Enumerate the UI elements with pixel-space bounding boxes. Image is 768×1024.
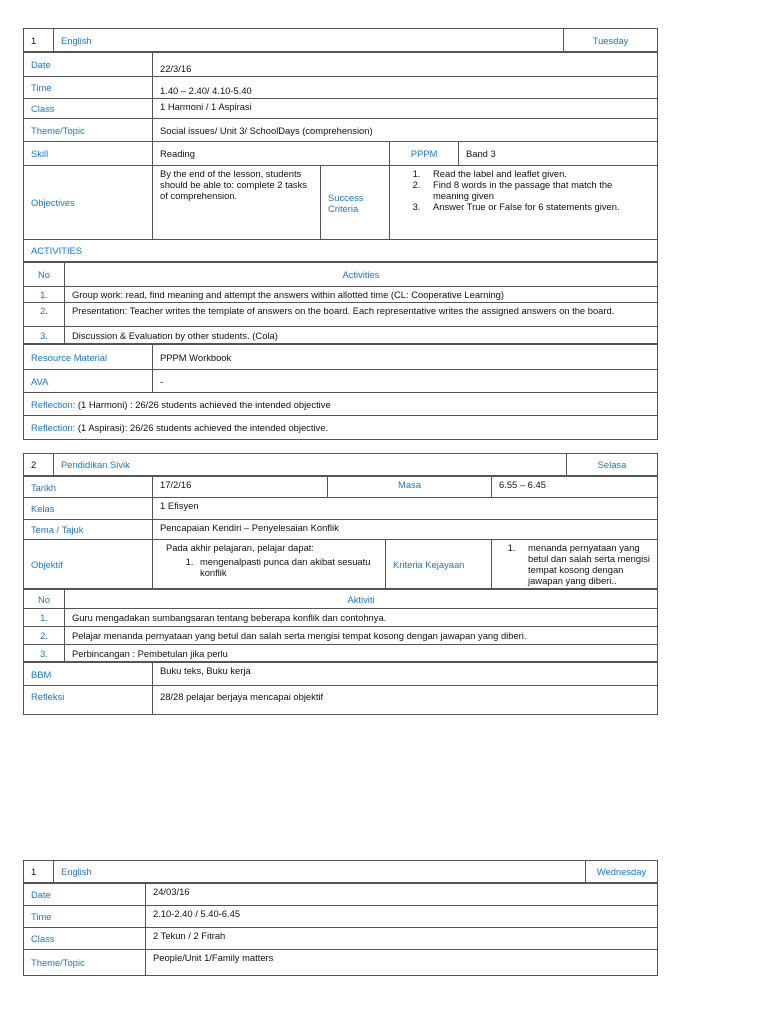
lesson-plan-3 [23,860,657,976]
objektif-intro: Pada akhir pelajaran, pelajar dapat: [166,542,315,553]
plan1-activities-title: ACTIVITIES [24,240,658,262]
plan1-pppm-value: Band 3 [459,142,658,166]
plan3-date-label: Date [24,884,146,906]
plan2-tarikh-value: 17/2/16 [153,477,328,498]
plan3-theme-label: Theme/Topic [24,950,146,976]
activity-no: 1. [24,287,65,303]
plan2-header-table [23,453,658,476]
plan2-bbm-label: BBM [24,663,153,686]
plan2-kelas-value: 1 Efisyen [153,498,658,520]
plan3-time-value: 2.10-2.40 / 5.40-6.45 [146,906,658,928]
plan1-theme-label: Theme/Topic [24,119,153,142]
criteria-item: 3. Answer True or False for 6 statements given. [423,201,650,212]
plan1-objectives-label: Objectives [24,166,153,240]
table-row [24,327,658,344]
plan1-theme-value: Social issues/ Unit 3/ SchoolDays (comprehension) [153,119,658,142]
plan2-tema-value: Pencapaian Kendiri – Penyelesaian Konflik [153,520,658,540]
plan2-no: 2 [24,454,54,476]
aktiviti-text: Perbincangan : Pembetulan jika perlu [65,645,658,662]
aktiviti-title-header: Aktiviti [65,590,658,609]
plan3-day: Wednesday [586,861,658,883]
plan2-refleksi-label: Refleksi [24,686,153,715]
criteria-item: 2. Find 8 words in the passage that match the meaning given [423,179,650,201]
aktiviti-no: 1. [24,609,65,627]
plan2-body-table [23,476,658,589]
plan1-date-value: 22/3/16 [153,53,658,77]
plan2-objektif-content [153,540,386,589]
aktiviti-text: Pelajar menanda pernyataan yang betul dan salah serta mengisi tempat kosong dengan jawapan yang diberi. [65,627,658,645]
plan1-class-value: 1 Harmoni / 1 Aspirasi [153,99,658,119]
plan2-aktiviti-table [23,589,658,662]
plan1-activities-table [23,262,658,344]
plan1-footer-table [23,344,658,440]
activity-no: 3. [24,327,65,344]
table-row [24,627,658,645]
plan3-class-label: Class [24,928,146,950]
plan2-bbm-value: Buku teks, Buku kerja [153,663,658,686]
reflection-text: (1 Harmoni) : 26/26 students achieved the intended objective [77,398,331,410]
activity-text: Presentation: Teacher writes the template of answers on the board. Each representative writes the assigned answers on the board. [65,303,658,327]
table-row [24,303,658,327]
aktiviti-text: Guru mengadakan sumbangsaran tentang beberapa konflik dan contohnya. [65,609,658,627]
plan1-reflection-1 [24,393,658,416]
aktiviti-no: 2. [24,627,65,645]
plan1-resource-label: Resource Material [24,345,153,370]
plan1-day: Tuesday [564,29,658,52]
plan3-theme-value: People/Unit 1/Family matters [146,950,658,976]
plan3-header-table [23,860,658,883]
plan2-masa-value: 6.55 – 6.45 [492,477,658,498]
plan1-body-table [23,52,658,262]
plan2-subject: Pendidikan Sivik [54,454,567,476]
plan2-refleksi-value: 28/28 pelajar berjaya mencapai objektif [153,686,658,715]
criteria-item: 1. Read the label and leaflet given. [423,168,650,179]
objektif-item: 1. mengenalpasti punca dan akibat sesuatu konflik [196,556,378,578]
plan1-objectives-text: By the end of the lesson, students should be able to: complete 2 tasks of comprehension. [153,166,321,240]
reflection-label: Reflection: [31,398,76,410]
activity-no: 2. [24,303,65,327]
plan3-no: 1 [24,861,54,883]
table-row [24,645,658,662]
plan1-pppm-label: PPPM [390,142,459,166]
plan1-success-criteria [390,166,658,240]
plan1-subject: English [54,29,564,52]
activity-text: Group work: read, find meaning and attempt the answers within allotted time (CL: Cooperative Learning) [65,287,658,303]
activity-text: Discussion & Evaluation by other students. (Cola) [65,327,658,344]
plan2-tema-label: Tema / Tajuk [24,520,153,540]
reflection-label: Reflection: [31,422,76,433]
plan1-success-label: Success Criteria [321,166,390,240]
plan3-time-label: Time [24,906,146,928]
plan2-kelas-label: Kelas [24,498,153,520]
plan1-resource-value: PPPM Workbook [153,345,658,370]
plan3-subject: English [54,861,586,883]
plan1-time-value: 1.40 – 2.40/ 4.10-5.40 [153,77,658,99]
plan3-class-value: 2 Tekun / 2 Fitrah [146,928,658,950]
activities-title-header: Activities [65,263,658,287]
plan1-time-label: Time [24,77,153,99]
plan1-class-label: Class [24,99,153,119]
table-row [24,287,658,303]
plan2-masa-label: Masa [328,477,492,498]
plan1-skill-value: Reading [153,142,390,166]
activities-no-header: No [24,263,65,287]
plan2-kriteria-label: Kriteria Kejayaan [386,540,492,589]
plan3-body-table [23,883,658,976]
plan2-kriteria-content [492,540,658,589]
reflection-text: (1 Aspirasi): 26/26 students achieved the intended objective. [77,422,329,433]
plan1-date-label: Date [24,53,153,77]
plan2-footer-table [23,662,658,715]
plan1-no: 1 [24,29,54,52]
lesson-plan-1 [23,28,657,440]
plan1-reflection-2 [24,416,658,440]
plan3-date-value: 24/03/16 [146,884,658,906]
plan2-tarikh-label: Tarikh [24,477,153,498]
table-row [24,609,658,627]
aktiviti-no-header: No [24,590,65,609]
aktiviti-no: 3. [24,645,65,662]
plan1-skill-label: Skill [24,142,153,166]
lesson-plan-2 [23,453,657,715]
plan1-ava-label: AVA [24,370,153,393]
plan1-header-table [23,28,658,52]
plan1-ava-value: - [153,370,658,393]
plan2-objektif-label: Objektif [24,540,153,589]
kriteria-item: 1. menanda pernyataan yang betul dan salah serta mengisi tempat kosong dengan jawapan yang diberi.. [518,542,650,586]
plan2-day: Selasa [567,454,658,476]
